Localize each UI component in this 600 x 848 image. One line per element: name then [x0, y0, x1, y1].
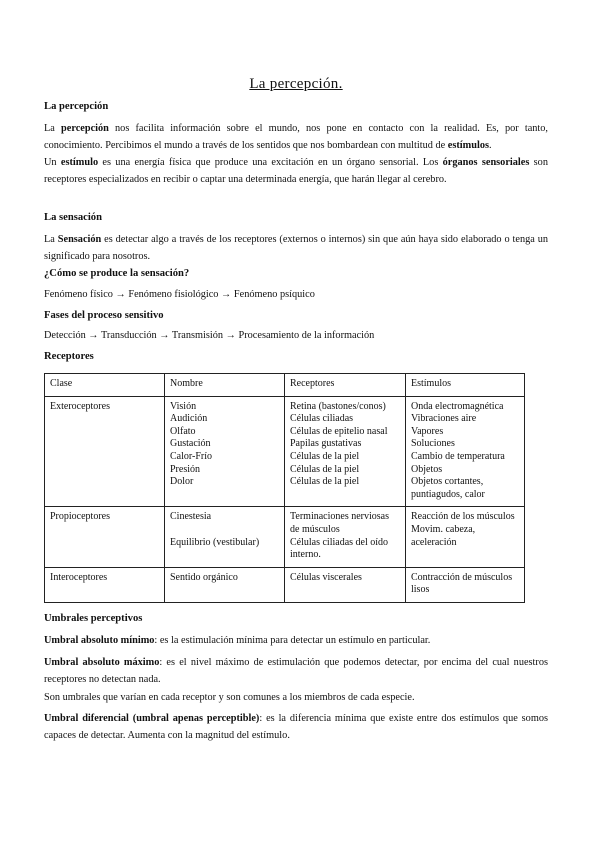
cell-estimulos [406, 507, 525, 567]
paragraph-sensacion [44, 231, 548, 265]
list-item: Papilas gustativas [290, 438, 362, 450]
header-estimulos: Estímulos [406, 374, 525, 397]
table-row-propioceptores [45, 507, 525, 567]
list-item: Dolor [170, 476, 194, 488]
paragraph-umbral-diferencial [44, 710, 548, 744]
list-item: Onda electromagnética [411, 400, 504, 412]
cell-clase: Propioceptores [45, 507, 165, 567]
header-receptores: Receptores [285, 374, 406, 397]
list-item: Células ciliadas [290, 413, 354, 425]
list-item: Calor-Frío [170, 450, 213, 462]
text: : es la estimulación mínima para detectar un estímulo en particular. [154, 635, 431, 646]
header-nombre: Nombre [165, 374, 285, 397]
list-item: Objetos [411, 463, 443, 475]
term-umbral-maximo: Umbral absoluto máximo [44, 657, 160, 668]
list-item: Células de la piel [290, 476, 360, 488]
list-item: Soluciones [411, 438, 455, 450]
paragraph-estimulo [44, 154, 548, 188]
list-item: Movim. cabeza, aceleración [411, 523, 476, 548]
term-umbral-minimo: Umbral absoluto mínimo [44, 635, 155, 646]
table-row-exteroceptores [45, 396, 525, 507]
term-sensacion: Sensación [57, 234, 102, 245]
text: Un [44, 157, 61, 168]
page-title: La percepción. [249, 76, 343, 92]
text: La [44, 123, 62, 134]
term-organos-sensoriales: órganos sensoriales [442, 157, 530, 168]
section-heading-sensacion: La sensación [44, 212, 102, 223]
subheading-fases: Fases del proceso sensitivo [44, 310, 164, 321]
text: son receptores especializados en recibir o captar una determinada energía, que harán llegar al cerebro. [44, 157, 548, 185]
list-item: Retina (bastones/conos) [290, 400, 386, 412]
text: La [44, 234, 58, 245]
paragraph-umbral-minimo [44, 632, 548, 649]
subheading-receptores: Receptores [44, 351, 94, 362]
text: : es la diferencia mínima que existe entre dos estímulos que somos capaces de detectar. Aumenta con la magnitud del estímulo. [44, 713, 548, 741]
list-item: Olfato [170, 425, 196, 437]
header-clase: Clase [45, 374, 165, 397]
list-item: Terminaciones nerviosas de músculos [290, 511, 389, 535]
cell-estimulos [406, 396, 525, 507]
list-item: Reacción de los músculos [411, 511, 515, 523]
text: es una energía física que produce una excitación en un órgano sensorial. Los [98, 157, 443, 168]
section-heading-umbrales: Umbrales perceptivos [44, 613, 143, 624]
cell-receptores [285, 396, 406, 507]
list-item: Vibraciones aire [411, 413, 477, 425]
list-item: Células de la piel [290, 450, 360, 462]
list-item: Presión [170, 463, 200, 475]
text: nos facilita información sobre el mundo, nos pone en contacto con la realidad. Es, por tanto, conocimiento. Percibimos el mundo a través de los sentidos que nos bombardean con multitud de [44, 123, 549, 151]
cell-nombre: Sentido orgánico [165, 567, 285, 602]
paragraph-umbral-maximo [44, 654, 548, 688]
list-item: Vapores [411, 425, 444, 437]
cell-nombre [165, 396, 285, 507]
table-row-interoceptores [45, 567, 525, 602]
list-item: Cinestesia [170, 511, 212, 523]
term-percepcion: percepción [61, 123, 109, 134]
subheading-como-se-produce: ¿Cómo se produce la sensación? [44, 268, 190, 279]
list-item: Equilibrio (vestibular) [170, 536, 260, 548]
list-item: Objetos cortantes, puntiagudos, calor [411, 476, 485, 500]
text: es detectar algo a través de los receptores (externos o internos) sin que aún haya sido elaborado o tenga un significado para nosotros. [44, 234, 548, 262]
section-heading-percepcion: La percepción [44, 101, 109, 112]
text: . [489, 140, 492, 151]
term-estimulos: estímulos [447, 140, 489, 151]
table-header-row [45, 374, 525, 397]
list-item: Audición [170, 413, 208, 425]
cell-estimulos: Contracción de músculos lisos [406, 567, 525, 602]
paragraph-percepcion [44, 120, 548, 154]
cell-nombre [165, 507, 285, 567]
cell-clase: Exteroceptores [45, 396, 165, 507]
list-item: Cambio de temperatura [411, 450, 505, 462]
cell-clase: Interoceptores [45, 567, 165, 602]
list-item: Visión [170, 400, 197, 412]
list-item: Células de la piel [290, 463, 360, 475]
list-item: Células ciliadas del oído interno. [290, 536, 389, 561]
term-umbral-diferencial: Umbral diferencial (umbral apenas perceptible) [44, 713, 260, 724]
phenomena-sequence: Fenómeno físico → Fenómeno fisiológico → Fenómeno psíquico [44, 289, 315, 300]
text: : es el nivel máximo de estimulación que podemos detectar, por encima del cual nuestros receptores no detectan nada. [44, 657, 548, 685]
cell-receptores: Células viscerales [285, 567, 406, 602]
paragraph-umbrales-especie: Son umbrales que varían en cada receptor y son comunes a los miembros de cada especie. [44, 692, 415, 703]
list-item: Células de epitelio nasal [290, 425, 388, 437]
cell-receptores [285, 507, 406, 567]
term-estimulo: estímulo [60, 157, 99, 168]
receptores-table [44, 373, 525, 603]
list-item: Gustación [170, 438, 211, 450]
spacer [170, 524, 279, 537]
phases-sequence: Detección → Transducción → Transmisión → Procesamiento de la información [44, 330, 375, 341]
